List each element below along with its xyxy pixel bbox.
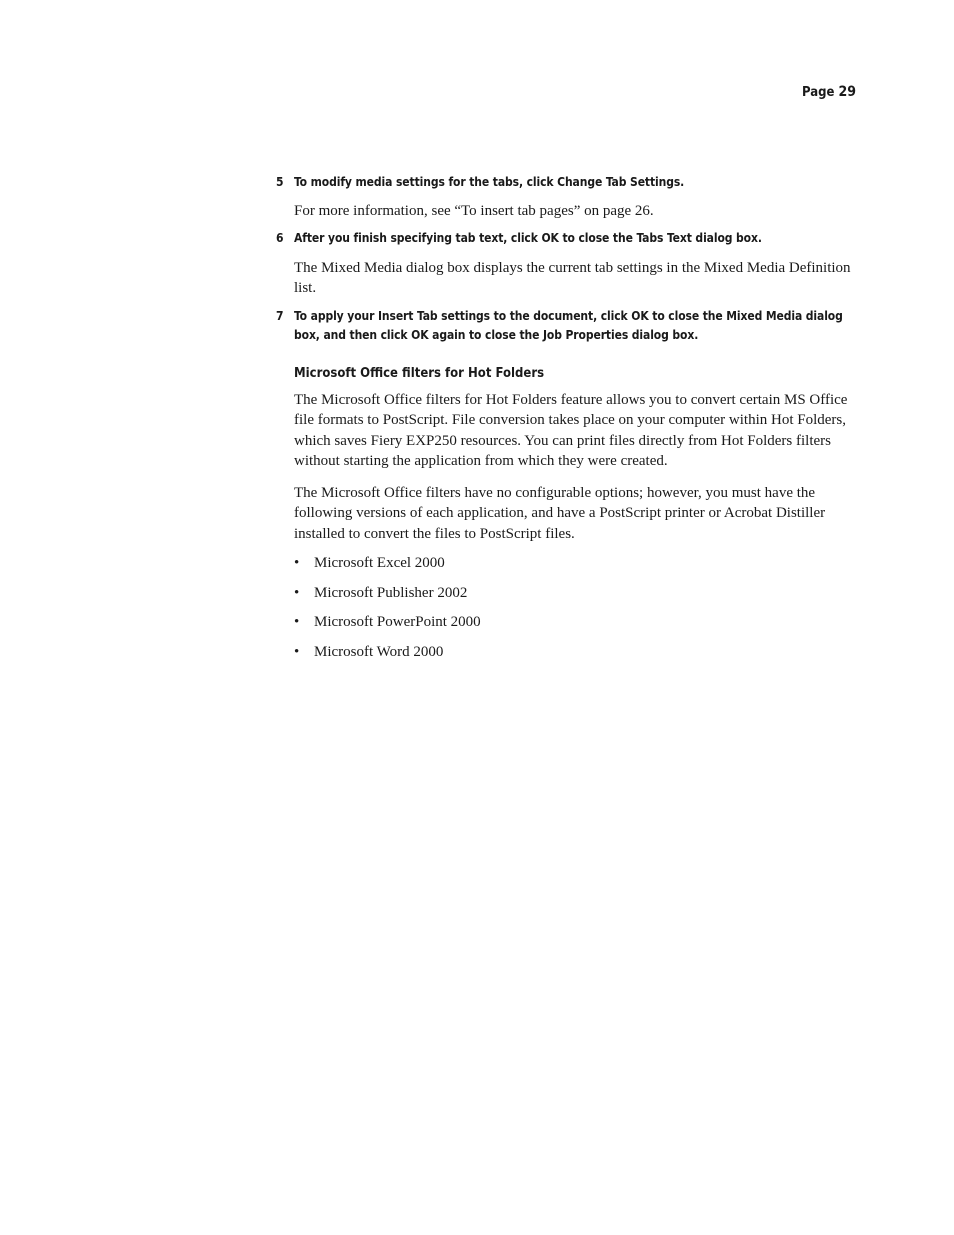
bullet-icon: • [294, 643, 300, 660]
page-number [802, 84, 856, 100]
list-item-text: Microsoft Excel 2000 [314, 555, 445, 571]
step-5-note: For more information, see “To insert tab pages” on page 26. [294, 203, 654, 219]
list-item [294, 553, 856, 573]
page-content [276, 173, 856, 671]
step-text: To apply your Insert Tab settings to the document, click OK to close the Mixed Media dialog box, and then click OK again to close the Job Properties dialog box. [294, 308, 843, 342]
section-heading: Microsoft Office filters for Hot Folders [294, 365, 545, 381]
bullet-icon: • [294, 584, 300, 601]
step-text: To modify media settings for the tabs, click Change Tab Settings. [294, 175, 685, 189]
step-text: After you finish specifying tab text, click OK to close the Tabs Text dialog box. [294, 230, 762, 245]
bullet-icon: • [294, 614, 300, 630]
list-item-text: Microsoft Publisher 2002 [314, 584, 468, 601]
list-item [294, 612, 856, 632]
step-number: 7 [276, 308, 284, 323]
step-6-note: The Mixed Media dialog box displays the current tab settings in the Mixed Media Definition list. [294, 259, 851, 296]
list-item [294, 583, 856, 603]
requirements-list [294, 553, 856, 662]
section-paragraph: The Microsoft Office filters have no configurable options; however, you must have the following versions of each application, and have a PostScript printer or Acrobat Distiller installed to convert the files to PostScript files. [294, 484, 826, 542]
step-7 [276, 307, 856, 345]
step-number: 5 [276, 175, 284, 189]
page-label: Page [802, 85, 835, 100]
page-number-value: 29 [838, 84, 856, 100]
bullet-icon: • [294, 555, 300, 571]
step-number: 6 [276, 230, 284, 245]
list-item-text: Microsoft Word 2000 [314, 643, 444, 660]
step-6 [276, 229, 856, 248]
step-5 [276, 173, 856, 192]
section-paragraph: The Microsoft Office filters for Hot Folders feature allows you to convert certain MS Office file formats to PostScript. File conversion takes place on your computer within Hot Folders, which saves Fiery EXP250 resources. You can print files directly from Hot Folders filters without starting the application from which they were created. [294, 391, 848, 469]
list-item [294, 642, 856, 662]
list-item-text: Microsoft PowerPoint 2000 [314, 614, 481, 630]
